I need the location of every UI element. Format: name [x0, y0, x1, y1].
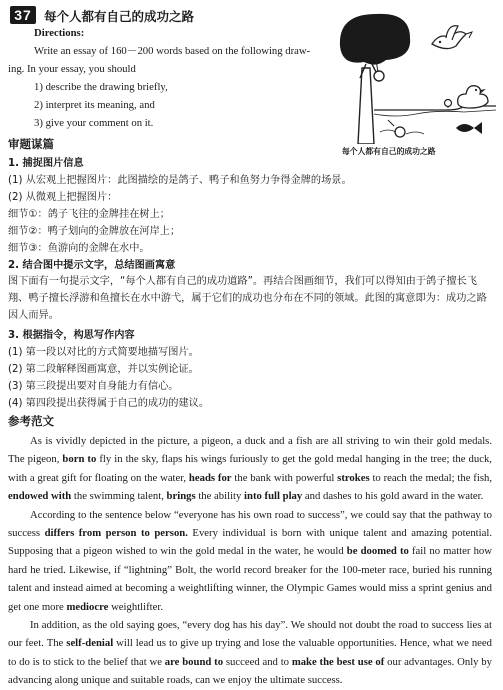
- key-phrase: differs from person to person.: [44, 527, 188, 540]
- key-phrase: into full play: [244, 490, 303, 503]
- step1-title: 1. 捕捉图片信息: [8, 158, 84, 169]
- topic-title: 每个人都有自己的成功之路: [44, 9, 195, 24]
- essay-text: succeed and to: [223, 655, 292, 668]
- directions-item-3: 3) give your comment on it.: [34, 117, 154, 129]
- directions-item-2: 2) interpret its meaning, and: [34, 99, 155, 111]
- tree-canopy: [340, 14, 410, 65]
- step1-line-4: 细节②：鸭子划向的金牌放在河岸上；: [8, 226, 181, 237]
- key-phrase: brings: [166, 490, 196, 503]
- analysis-heading: 审题谋篇: [8, 137, 54, 151]
- key-phrase: self-denial: [66, 637, 114, 650]
- cartoon-illustration: [336, 8, 496, 144]
- essay-text: weightlifter.: [108, 600, 164, 613]
- pigeon: [432, 26, 472, 49]
- directions-line-1: Write an essay of 160－200 words based on the following draw-: [34, 45, 311, 57]
- essay-text: our advantages. Only by advancing along unique and suitable roads, can we enjoy the ultimate success.: [8, 655, 492, 687]
- essay-paragraph-3: [8, 616, 492, 690]
- essay-text: As is vividly depicted in the picture, a pigeon, a duck and a fish are all striving to win their gold medals. The pigeon,: [8, 435, 492, 466]
- essay-text: the ability: [195, 490, 245, 503]
- key-phrase: strokes: [337, 471, 370, 484]
- step3-line-3: (3) 第三段提出要对自身能力有信心。: [8, 381, 179, 392]
- directions-item-1: 1) describe the drawing briefly,: [34, 81, 168, 93]
- essay-paragraph-1: [8, 432, 492, 506]
- tree-trunk: [358, 68, 374, 144]
- tree-medal: [374, 71, 384, 81]
- step3-line-1: (1) 第一段以对比的方式简要地描写图片。: [8, 347, 199, 358]
- directions-line-2: ing. In your essay, you should: [8, 63, 136, 75]
- step1-line-3: 细节①：鸽子飞往的金牌挂在树上；: [8, 209, 170, 220]
- essay-text: In addition, as the old saying goes, “every dog has his day”. We should not doubt the road to success lies at our feet. The: [8, 619, 492, 650]
- step3-title: 3. 根据指令，构思写作内容: [8, 330, 135, 341]
- figure-caption: 每个人都有自己的成功之路: [342, 147, 436, 156]
- sample-heading: 参考范文: [8, 414, 54, 428]
- essay-text: the swimming talent,: [71, 490, 167, 503]
- water-medal: [395, 127, 405, 137]
- essay-text: will lead us to give up trying and lose the valuable opportunities. Hence, what we need to do is to stick to the belief that we: [8, 637, 492, 668]
- step3-line-2: (2) 第二段解释图画寓意，并以实例论证。: [8, 364, 199, 375]
- essay-text: and dashes to his gold award in the water.: [302, 490, 484, 503]
- key-phrase: mediocre: [66, 600, 109, 613]
- directions-label: Directions:: [34, 27, 85, 39]
- step1-line-2: (2) 从微观上把握图片：: [8, 192, 118, 203]
- essay-paragraph-2: [8, 506, 492, 616]
- step2-paragraph: 图下面有一句提示文字，“每个人都有自己的成功道路”。再结合图画细节，我们可以得知由于鸽子擅长飞翔、鸭子擅长浮游和鱼擅长在水中游弋，属于它们的成功也分布在不同的领域。此图的寓意即为：成功之路因人而异。: [8, 276, 487, 321]
- step2-title: 2. 结合图中提示文字，总结图画寓意: [8, 260, 176, 271]
- essay-text: the bank with powerful: [231, 471, 338, 484]
- fish: [456, 122, 482, 134]
- key-phrase: make the best use of: [291, 655, 385, 668]
- step1-line-1: (1) 从宏观上把握图片：此图描绘的是鸽子、鸭子和鱼努力争得金牌的场景。: [8, 175, 352, 186]
- essay-text: fail no matter how hard he tried. Likewise, if “lightning” Bolt, the world record breaker for the 100-meter race, buried his running talent and instead aimed at becoming a weightlifting winner, the Olympic Games would miss a sprint genius and get one more: [8, 545, 492, 613]
- key-phrase: are bound to: [164, 655, 224, 668]
- key-phrase: heads for: [188, 471, 232, 484]
- step3-line-4: (4) 第四段提出获得属于自己的成功的建议。: [8, 398, 210, 409]
- header: [10, 4, 330, 26]
- bank-medal: [445, 100, 452, 107]
- topic-number-badge: 37: [10, 6, 36, 24]
- sample-essay: [8, 432, 492, 690]
- essay-text: fly in the sky, flaps his wings furiously to get the gold medal hanging in the tree; the duck, with a great gift for floating on the water,: [8, 453, 492, 484]
- key-phrase: be doomed to: [346, 545, 409, 558]
- step1-line-5: 细节③：鱼游向的金牌在水中。: [8, 243, 150, 254]
- essay-text: Every individual is born with unique talent and amazing potential. Supposing that a pigeon wished to win the gold medal in the water, he would: [8, 527, 492, 558]
- essay-text: to reach the medal; the fish,: [369, 471, 492, 484]
- duck: [458, 86, 488, 108]
- key-phrase: born to: [62, 453, 97, 466]
- essay-text: According to the sentence below “everyone has his own road to success”, we could say that the pathway to success: [8, 508, 492, 540]
- key-phrase: endowed with: [8, 490, 72, 503]
